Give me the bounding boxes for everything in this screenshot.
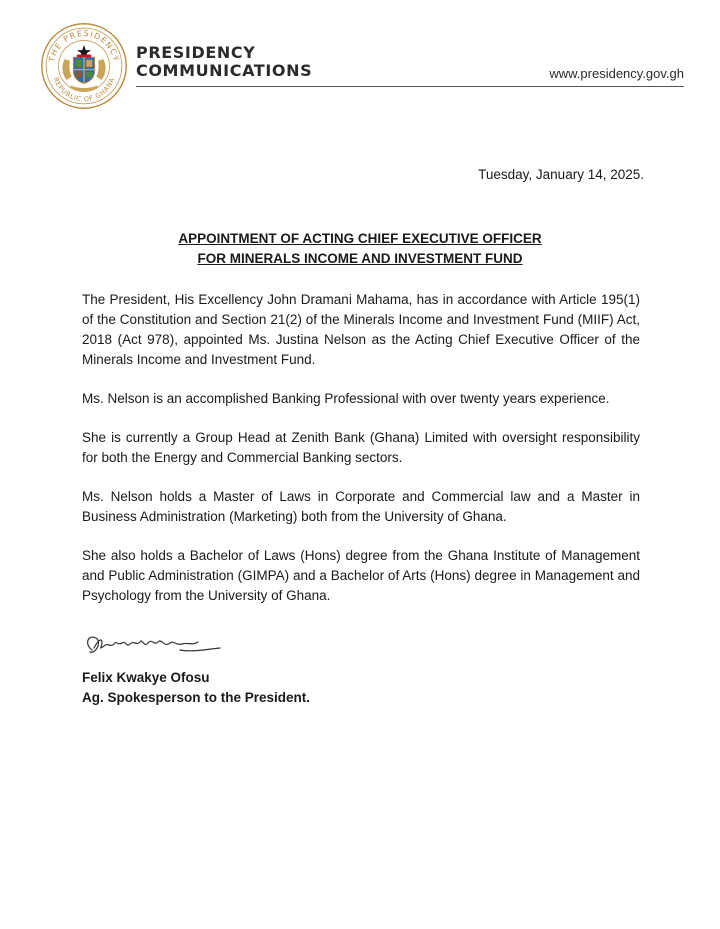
body-paragraph: She also holds a Bachelor of Laws (Hons) degree from the Ghana Institute of Management and Public Administration (GIMPA) and a Bachelor of Arts (Hons) degree in Management and Psychology from the University of Ghana. xyxy=(82,548,640,603)
brand-wordmark xyxy=(136,44,312,80)
document-title xyxy=(0,229,720,269)
svg-text:THE PRESIDENCY: THE PRESIDENCY xyxy=(47,28,121,63)
body-paragraph: She is currently a Group Head at Zenith Bank (Ghana) Limited with oversight responsibility for both the Energy and Commercial Banking sectors. xyxy=(82,430,640,465)
brand-line-presidency: PRESIDENCY xyxy=(136,43,256,62)
signer-block xyxy=(82,668,310,708)
presidency-seal-icon xyxy=(40,22,128,110)
signer-name: Felix Kwakye Ofosu xyxy=(82,670,210,685)
document-body xyxy=(82,290,640,625)
body-paragraph: Ms. Nelson is an accomplished Banking Professional with over twenty years experience. xyxy=(82,391,610,406)
handwritten-signature xyxy=(80,628,240,668)
website-url: www.presidency.gov.gh xyxy=(549,66,684,81)
title-line-1: APPOINTMENT OF ACTING CHIEF EXECUTIVE OFFICER xyxy=(178,231,542,246)
signer-title: Ag. Spokesperson to the President. xyxy=(82,690,311,705)
body-paragraph: The President, His Excellency John Dramani Mahama, has in accordance with Article 195(1) of the Constitution and Section 21(2) of the Minerals Income and Investment Fund (MIIF) Act, 2018 (Act 978), appointed Ms. Justina Nelson as the Acting Chief Executive Officer of the Minerals Income and Investment Fund. xyxy=(82,292,640,367)
svg-text:REPUBLIC OF GHANA: REPUBLIC OF GHANA xyxy=(51,76,117,104)
header-divider xyxy=(136,86,684,87)
body-paragraph: Ms. Nelson holds a Master of Laws in Corporate and Commercial law and a Master in Business Administration (Marketing) both from the University of Ghana. xyxy=(82,489,640,524)
title-line-2: FOR MINERALS INCOME AND INVESTMENT FUND xyxy=(197,251,523,266)
brand-line-communications: COMMUNICATIONS xyxy=(136,61,313,80)
document-date: Tuesday, January 14, 2025. xyxy=(478,167,644,182)
